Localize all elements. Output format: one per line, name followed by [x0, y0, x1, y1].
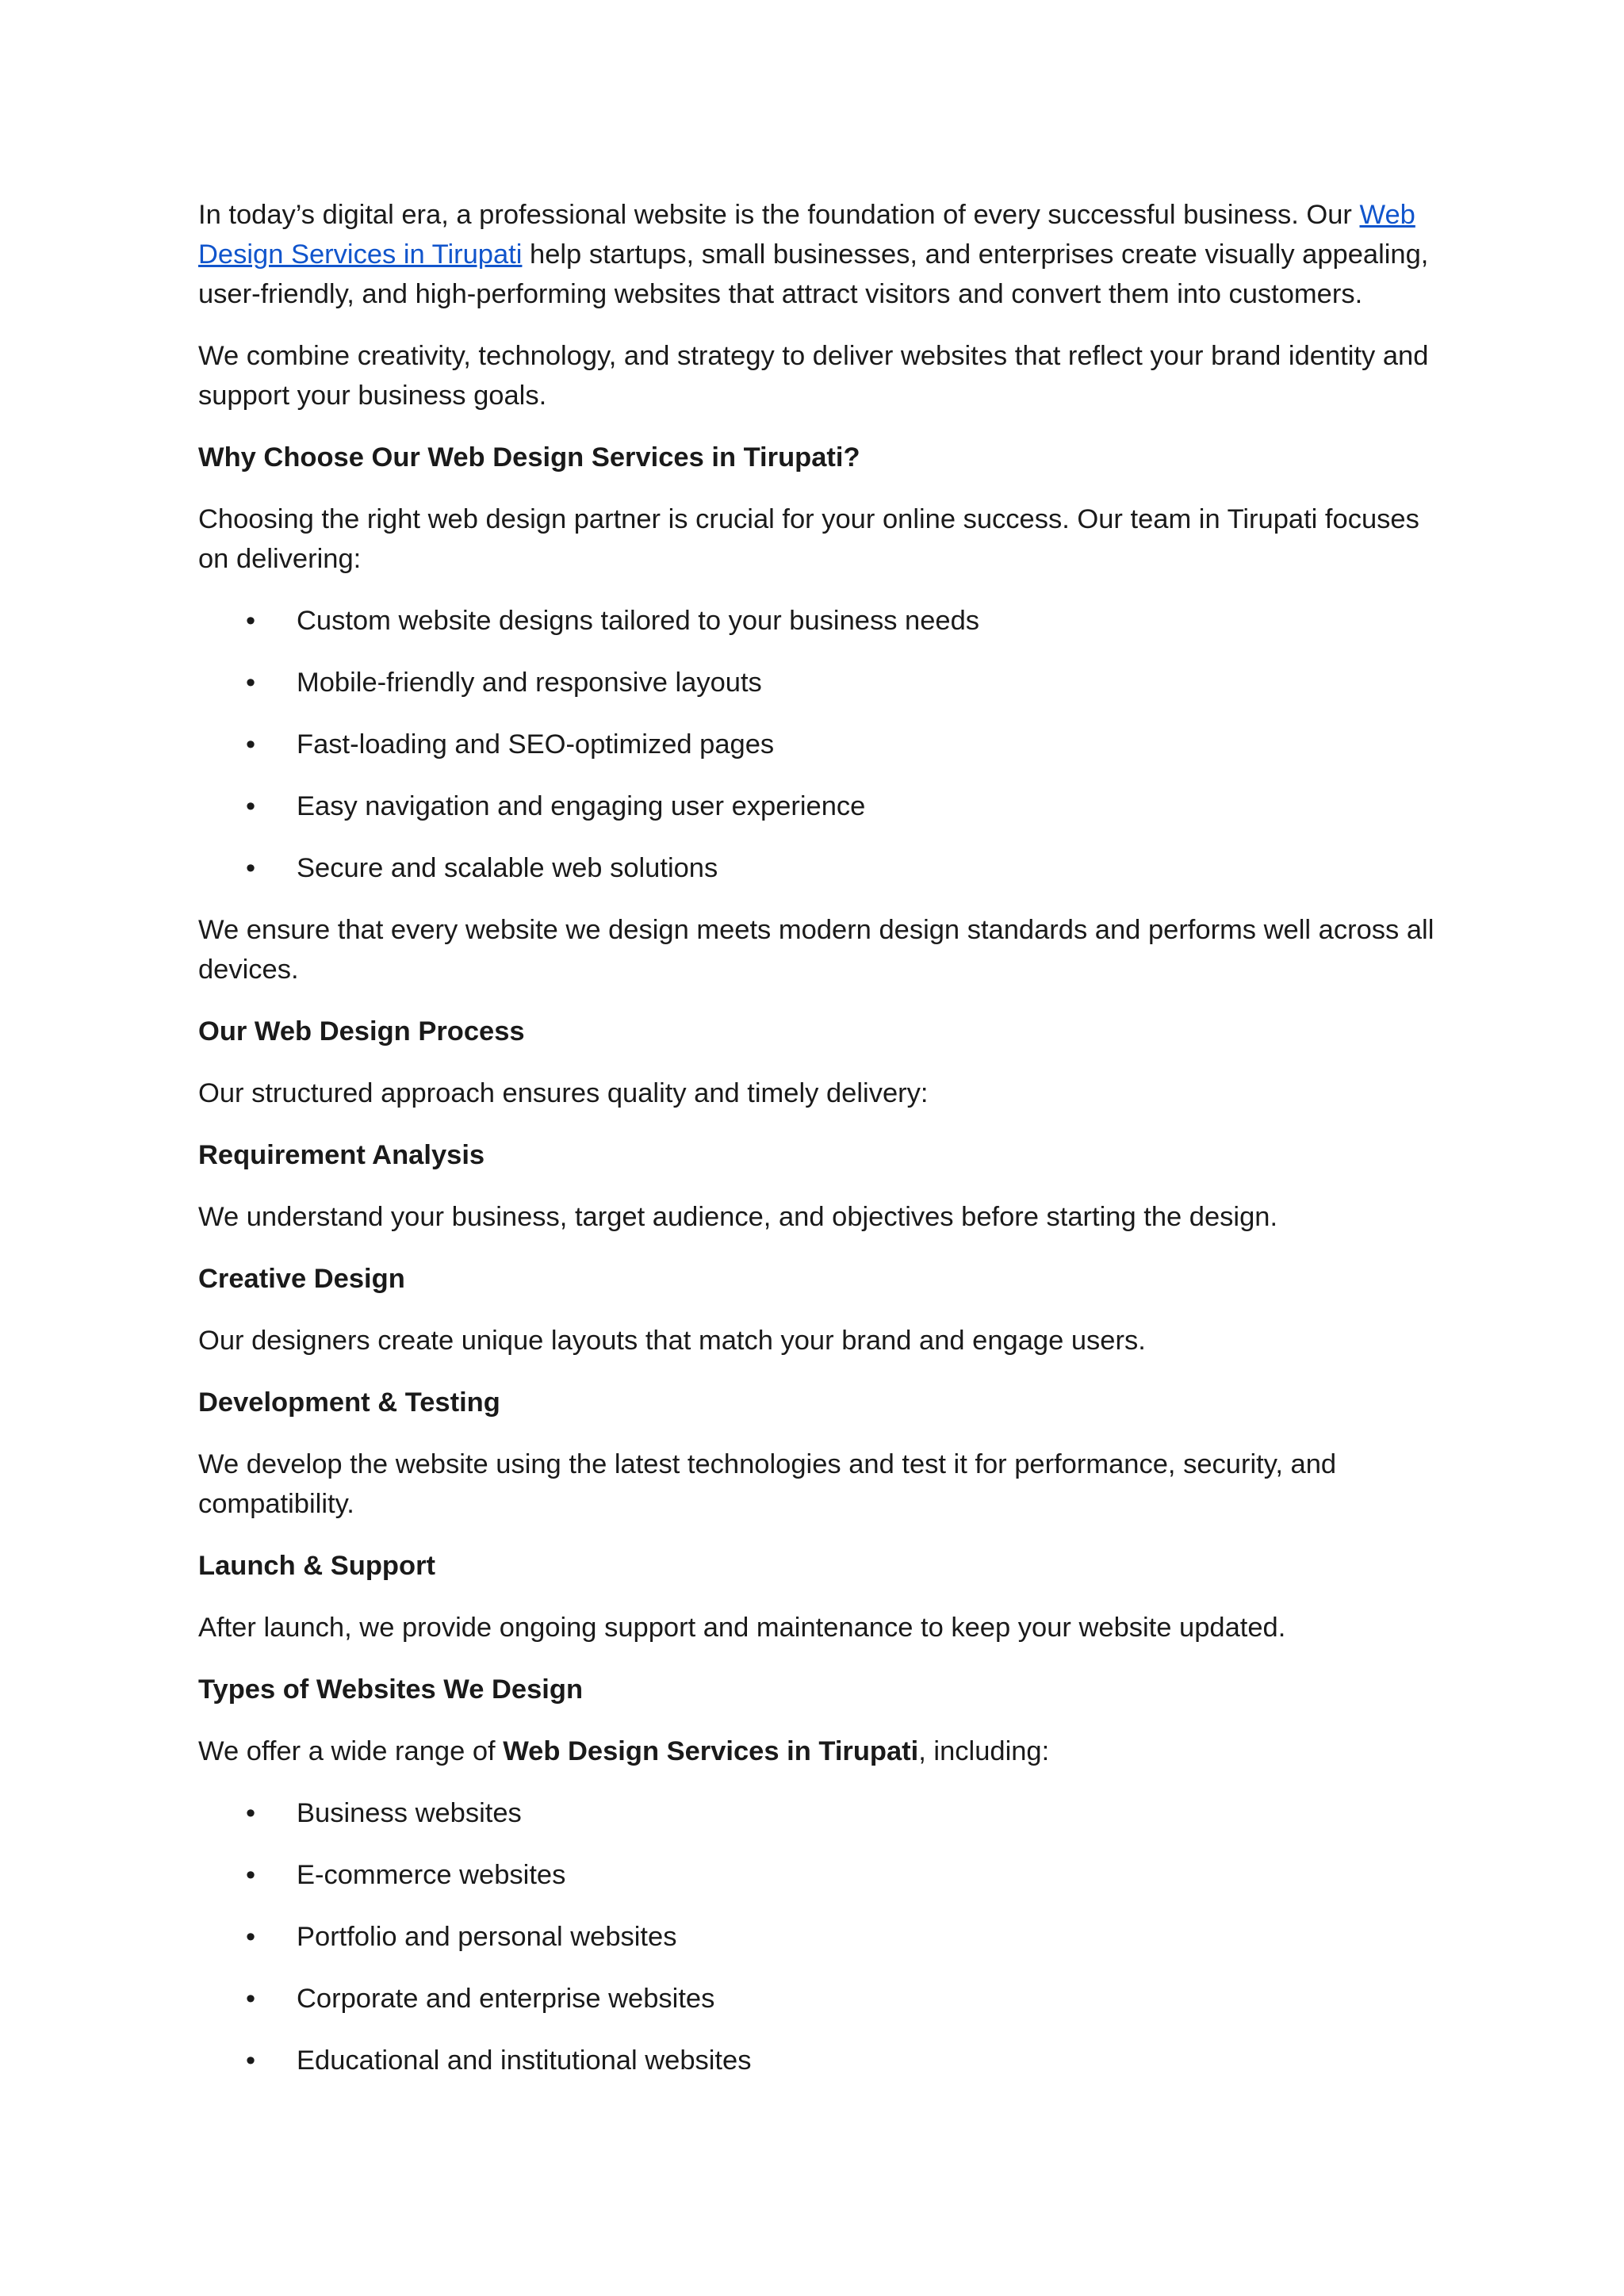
step-title-launch-support: Launch & Support	[198, 1551, 435, 1581]
bullet-icon: •	[246, 853, 256, 883]
list-item	[198, 1979, 1435, 2019]
step-title-development-testing: Development & Testing	[198, 1387, 500, 1418]
list-item	[198, 663, 1435, 702]
list-item	[198, 786, 1435, 826]
list-item-text: E-commerce websites	[297, 1860, 566, 1890]
types-lead-end: , including:	[918, 1736, 1050, 1766]
list-item-text: Custom website designs tailored to your business needs	[297, 606, 980, 636]
list-item-text: Portfolio and personal websites	[297, 1922, 677, 1952]
intro-text-end: help startups, small businesses, and enterprises create visually appealing, user-friendly, and high-performing websites that attract visitors and convert them into customers.	[198, 239, 1429, 309]
step-text-launch-support: After launch, we provide ongoing support and maintenance to keep your website updated.	[198, 1613, 1286, 1643]
why-choose-closing: We ensure that every website we design meets modern design standards and performs well across all devices.	[198, 915, 1434, 985]
list-item-text: Business websites	[297, 1798, 522, 1828]
process-heading: Our Web Design Process	[198, 1016, 525, 1047]
list-item	[198, 2041, 1435, 2080]
list-item-text: Fast-loading and SEO-optimized pages	[297, 729, 775, 760]
brand-paragraph: We combine creativity, technology, and strategy to deliver websites that reflect your brand identity and support your business goals.	[198, 341, 1429, 411]
intro-paragraph	[198, 195, 1435, 314]
list-item	[198, 725, 1435, 764]
why-choose-list	[198, 601, 1435, 888]
bullet-icon: •	[246, 1798, 256, 1828]
document-page	[198, 195, 1435, 2103]
intro-text-start: In today’s digital era, a professional website is the foundation of every successful business. Our	[198, 200, 1360, 230]
list-item	[198, 601, 1435, 641]
types-heading: Types of Websites We Design	[198, 1674, 584, 1705]
types-list	[198, 1793, 1435, 2080]
list-item	[198, 1855, 1435, 1895]
list-item	[198, 848, 1435, 888]
list-item-text: Secure and scalable web solutions	[297, 853, 718, 883]
types-lead	[198, 1732, 1435, 1771]
list-item-text: Educational and institutional websites	[297, 2045, 752, 2076]
why-choose-heading: Why Choose Our Web Design Services in Tirupati?	[198, 442, 860, 473]
bullet-icon: •	[246, 791, 256, 821]
step-text-creative-design: Our designers create unique layouts that match your brand and engage users.	[198, 1326, 1146, 1356]
types-lead-bold: Web Design Services in Tirupati	[503, 1736, 919, 1766]
bullet-icon: •	[246, 606, 256, 636]
bullet-icon: •	[246, 2045, 256, 2076]
bullet-icon: •	[246, 1984, 256, 2014]
list-item-text: Easy navigation and engaging user experience	[297, 791, 866, 821]
process-lead: Our structured approach ensures quality and timely delivery:	[198, 1078, 929, 1108]
bullet-icon: •	[246, 729, 256, 760]
web-design-services-link[interactable]: Web Design Services in Tirupati	[198, 200, 1415, 270]
types-lead-start: We offer a wide range of	[198, 1736, 504, 1766]
list-item	[198, 1793, 1435, 1833]
list-item-text: Corporate and enterprise websites	[297, 1984, 715, 2014]
bullet-icon: •	[246, 1860, 256, 1890]
step-text-requirement-analysis: We understand your business, target audience, and objectives before starting the design.	[198, 1202, 1278, 1232]
list-item-text: Mobile-friendly and responsive layouts	[297, 668, 762, 698]
step-title-requirement-analysis: Requirement Analysis	[198, 1140, 485, 1170]
bullet-icon: •	[246, 668, 256, 698]
step-text-development-testing: We develop the website using the latest technologies and test it for performance, security, and compatibility.	[198, 1449, 1337, 1519]
bullet-icon: •	[246, 1922, 256, 1952]
step-title-creative-design: Creative Design	[198, 1264, 405, 1294]
list-item	[198, 1917, 1435, 1957]
why-choose-lead: Choosing the right web design partner is crucial for your online success. Our team in Tirupati focuses on delivering:	[198, 504, 1419, 574]
